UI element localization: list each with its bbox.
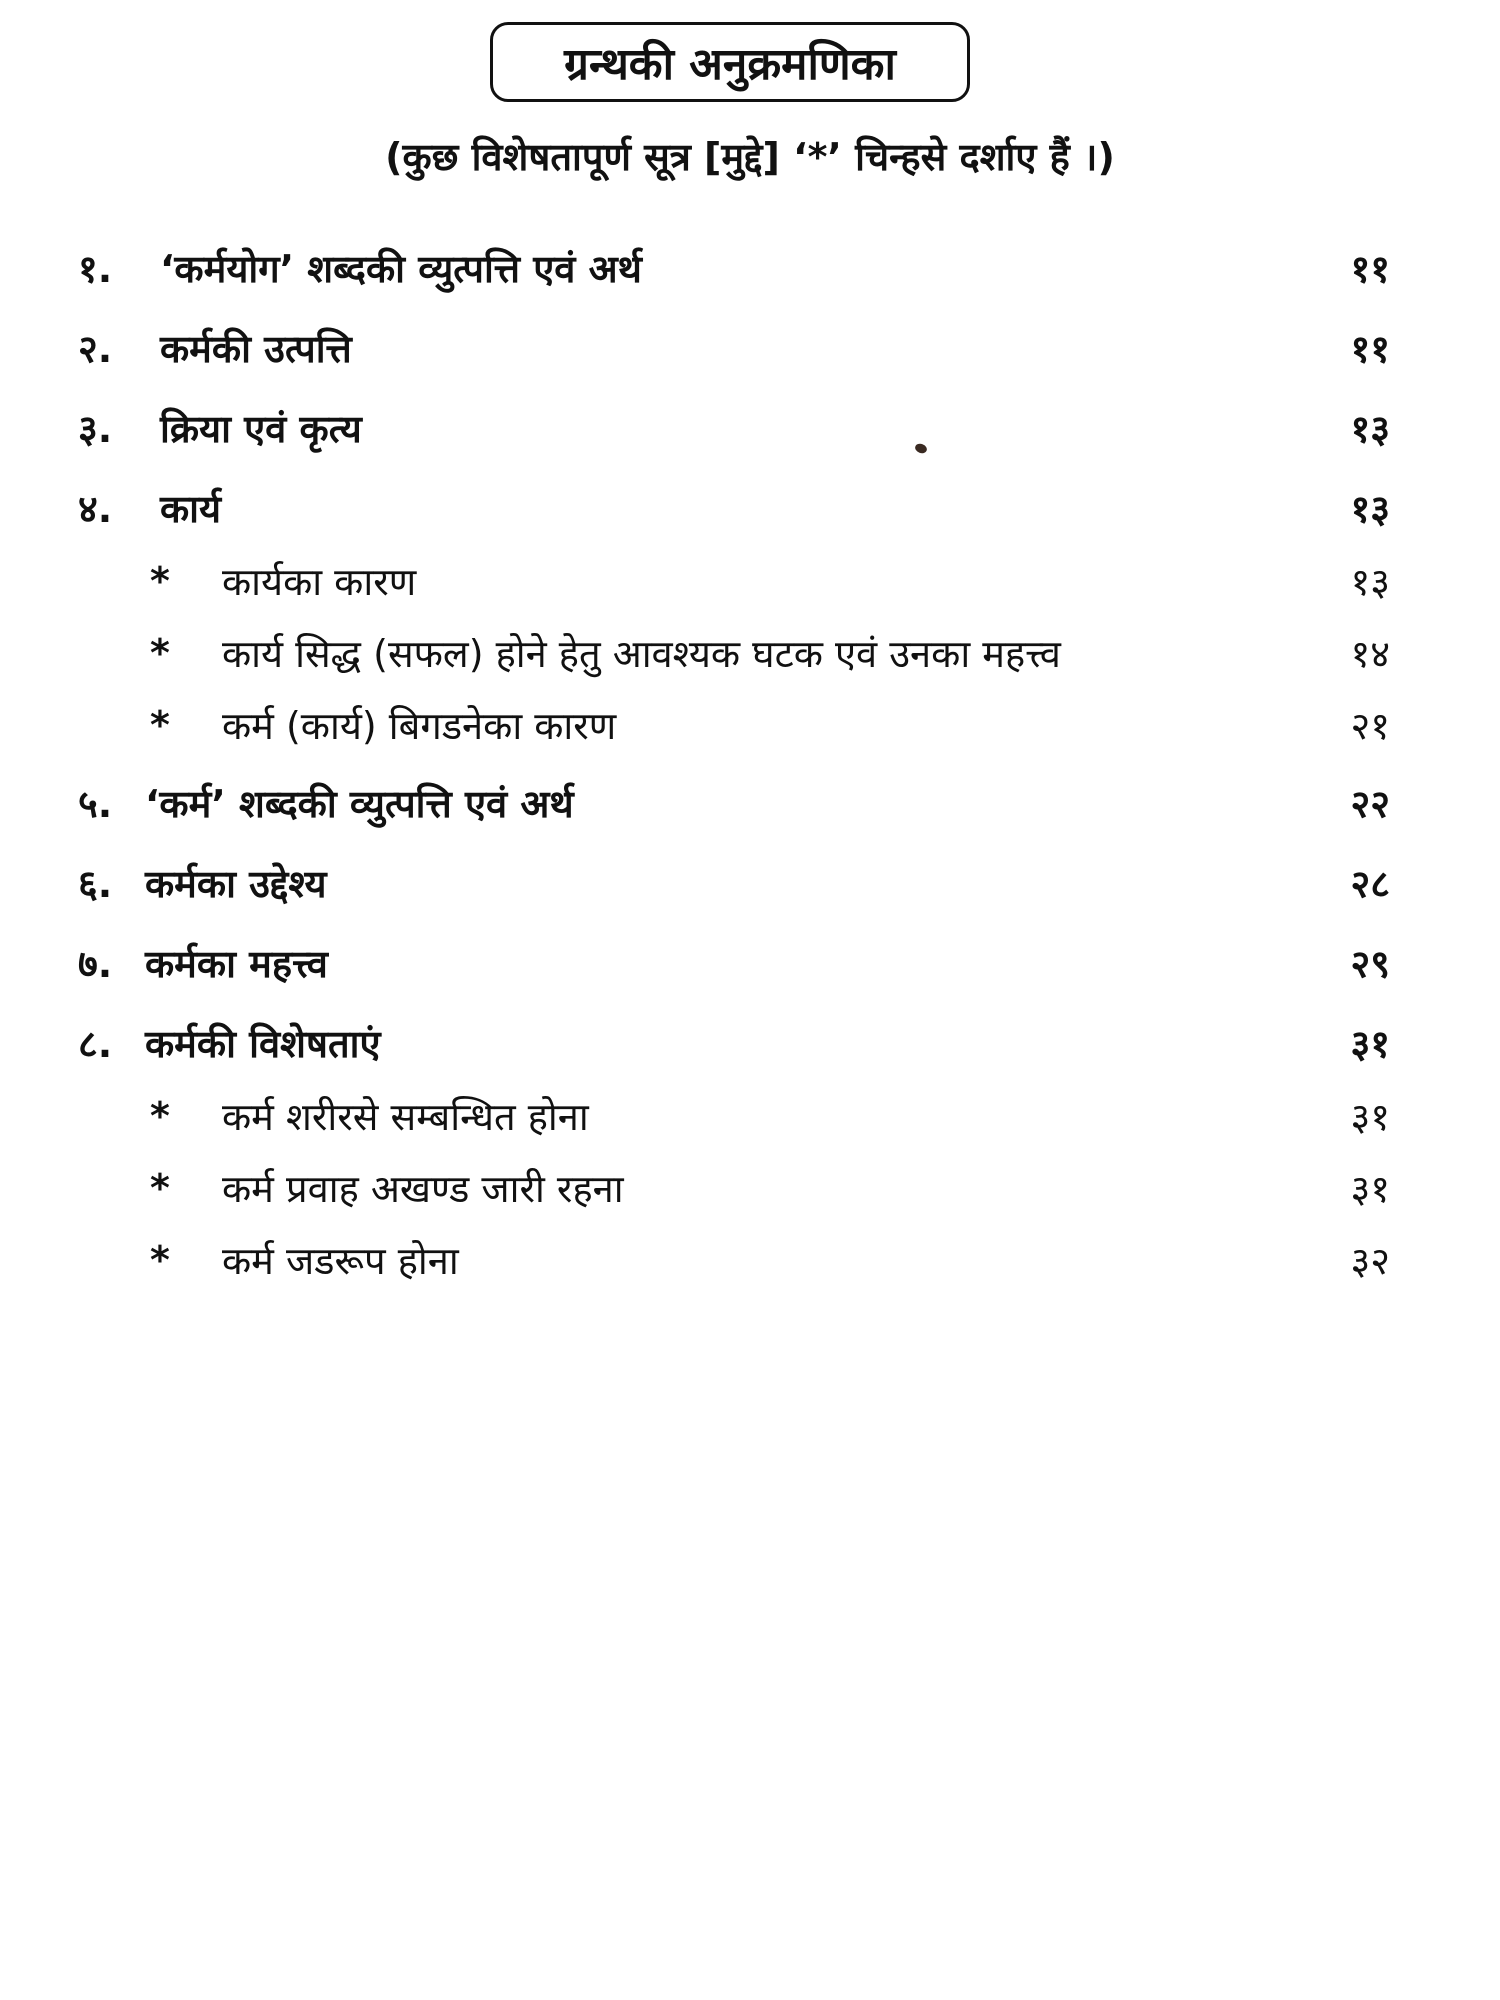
toc-subentry-page: ३१ [1350, 1167, 1390, 1211]
toc-entry-number: ५. [78, 782, 113, 826]
toc-entry-label: कर्मका उद्देश्य [145, 862, 327, 906]
toc-entry [0, 777, 1500, 837]
toc-entry-page: ३१ [1350, 1022, 1390, 1066]
toc-entry-page: ११ [1350, 327, 1390, 371]
toc-entry-page: २८ [1350, 862, 1390, 906]
toc-subentry [0, 1162, 1500, 1222]
toc-entry-page: १३ [1350, 487, 1390, 531]
asterisk-icon: * [150, 703, 170, 747]
toc-subentry-label: कर्म (कार्य) बिगडनेका कारण [222, 704, 617, 748]
toc-subentry-label: कर्म शरीरसे सम्बन्धित होना [222, 1095, 589, 1139]
toc-subentry-label: कार्य सिद्ध (सफल) होने हेतु आवश्यक घटक एवं उनका महत्त्व [222, 632, 1061, 676]
toc-subentry-label: कार्यका कारण [222, 560, 417, 604]
toc-entry [0, 937, 1500, 997]
toc-entry [0, 242, 1500, 302]
page-title: ग्रन्थकी अनुक्रमणिका [490, 22, 970, 102]
toc-subentry-page: २१ [1350, 704, 1390, 748]
toc-subentry-label: कर्म जडरूप होना [222, 1239, 459, 1283]
toc-entry [0, 322, 1500, 382]
toc-entry-page: २९ [1350, 942, 1390, 986]
toc-entry-label: ‘कर्मयोग’ शब्दकी व्युत्पत्ति एवं अर्थ [160, 247, 642, 291]
toc-entry-page: १३ [1350, 407, 1390, 451]
toc-entry-number: ६. [78, 862, 113, 906]
toc-entry [0, 402, 1500, 462]
toc-subentry [0, 1090, 1500, 1150]
asterisk-icon: * [150, 1166, 170, 1210]
toc-entry-label: कर्मकी विशेषताएं [145, 1022, 381, 1066]
asterisk-icon: * [150, 1094, 170, 1138]
toc-entry-label: ‘कर्म’ शब्दकी व्युत्पत्ति एवं अर्थ [145, 782, 574, 826]
toc-entry-label: कार्य [160, 487, 222, 531]
asterisk-icon: * [150, 631, 170, 675]
toc-entry-number: ८. [78, 1022, 113, 1066]
toc-subentry [0, 555, 1500, 615]
toc-subentry [0, 1234, 1500, 1294]
toc-subentry-page: १४ [1350, 632, 1390, 676]
toc-entry-label: कर्मका महत्त्व [145, 942, 328, 986]
toc-subentry-label: कर्म प्रवाह अखण्ड जारी रहना [222, 1167, 624, 1211]
toc-entry [0, 482, 1500, 542]
toc-entry-page: ११ [1350, 247, 1390, 291]
toc-subentry [0, 627, 1500, 687]
toc-entry [0, 857, 1500, 917]
toc-entry-label: कर्मकी उत्पत्ति [160, 327, 352, 371]
toc-subentry-page: ३१ [1350, 1095, 1390, 1139]
toc-entry-page: २२ [1350, 782, 1390, 826]
toc-entry-number: २. [78, 327, 113, 371]
toc-entry-number: ७. [78, 942, 113, 986]
asterisk-icon: * [150, 1238, 170, 1282]
toc-entry-number: १. [78, 247, 113, 291]
toc-entry [0, 1017, 1500, 1077]
toc-subentry-page: ३२ [1350, 1239, 1390, 1283]
legend-note: (कुछ विशेषतापूर्ण सूत्र [मुद्दे] ‘*’ चिन्हसे दर्शाए हैं ।) [385, 135, 1115, 179]
toc-entry-label: क्रिया एवं कृत्य [160, 407, 362, 451]
toc-entry-number: ४. [78, 487, 113, 531]
toc-entry-number: ३. [78, 407, 113, 451]
toc-subentry-page: १३ [1350, 560, 1390, 604]
asterisk-icon: * [150, 559, 170, 603]
toc-subentry [0, 699, 1500, 759]
